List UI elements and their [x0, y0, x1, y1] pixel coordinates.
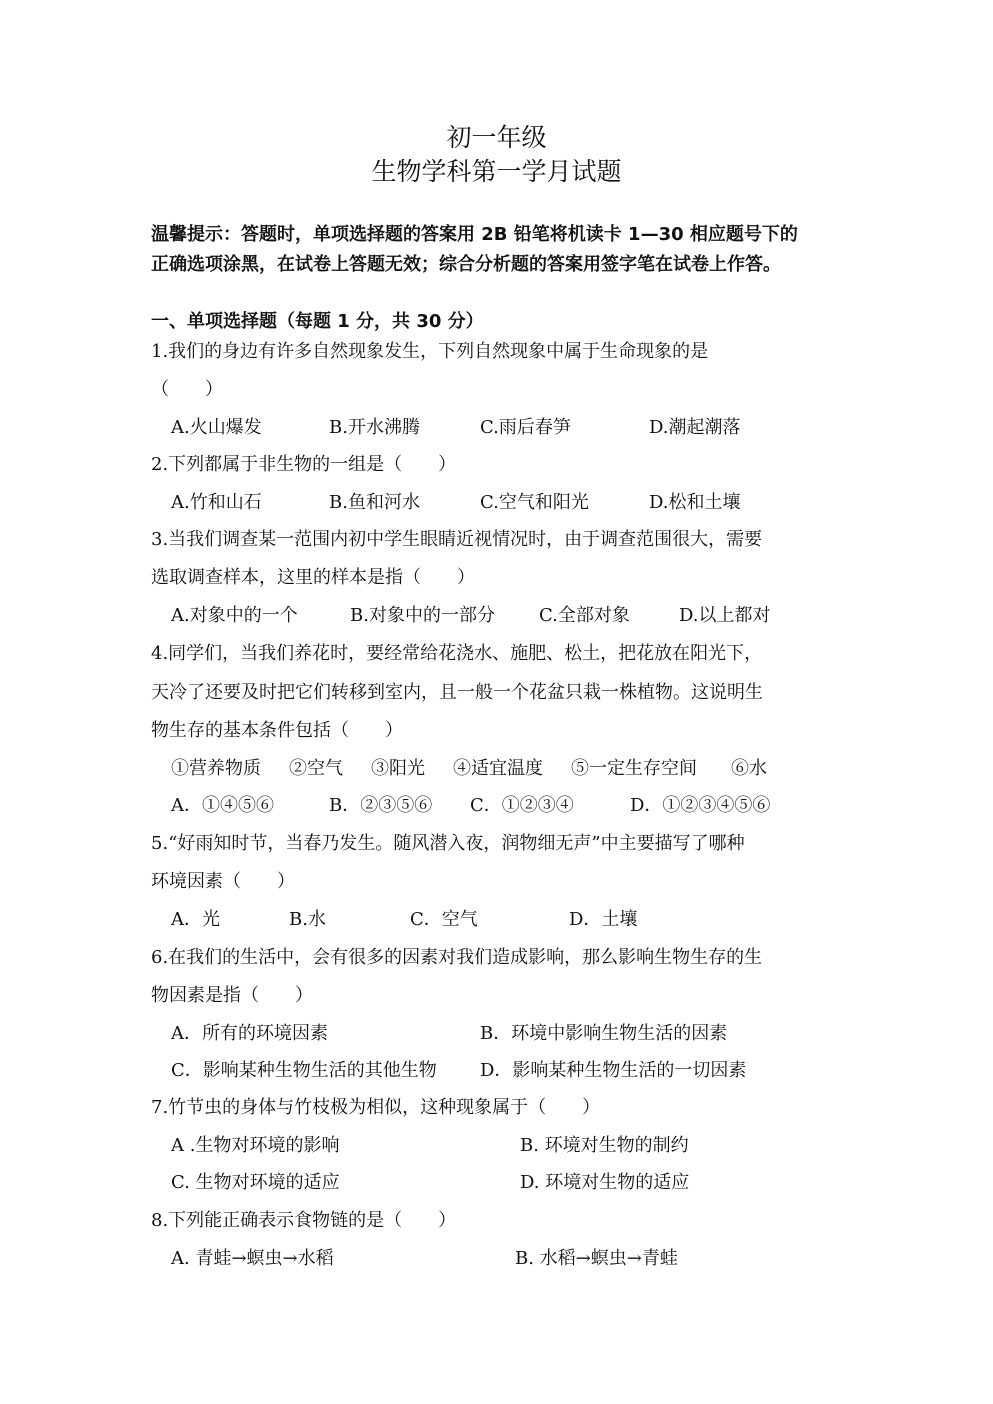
question-6-option-a: A．所有的环境因素	[171, 1023, 328, 1044]
question-6-option-d: D．影响某种生物生活的一切因素	[480, 1060, 747, 1081]
question-5-option-c: C．空气	[410, 909, 478, 930]
exam-title: 生物学科第一学月试题	[371, 157, 622, 186]
question-5-option-a: A．光	[171, 909, 220, 930]
question-4-stem-line-2: 天冷了还要及时把它们转移到室内，且一般一个花盆只栽一株植物。这说明生	[151, 682, 763, 703]
question-8-stem-line-1: 8.下列能正确表示食物链的是（ ）	[151, 1210, 457, 1231]
question-1-stem-line-1: 1.我们的身边有许多自然现象发生，下列自然现象中属于生命现象的是	[151, 341, 709, 362]
question-3-stem-line-2: 选取调查样本，这里的样本是指（ ）	[151, 567, 475, 588]
question-1-option-d: D.潮起潮落	[649, 417, 741, 438]
question-7-option-a: A .生物对环境的影响	[171, 1135, 340, 1156]
question-4-stem-line-1: 4.同学们，当我们养花时，要经常给花浇水、施肥、松土，把花放在阳光下，	[151, 643, 763, 664]
question-5-stem-line-1: 5.“好雨知时节，当春乃发生。随风潜入夜，润物细无声”中主要描写了哪种	[151, 833, 745, 854]
question-5-option-d: D．土壤	[569, 909, 638, 930]
notice-line-2: 正确选项涂黑，在试卷上答题无效；综合分析题的答案用签字笔在试卷上作答。	[151, 254, 781, 275]
condition-5: ⑤一定生存空间	[571, 758, 697, 779]
condition-6: ⑥水	[731, 758, 767, 779]
question-7-option-c: C. 生物对环境的适应	[171, 1172, 340, 1193]
condition-1: ①营养物质	[171, 758, 261, 779]
question-4-option-c: C．①②③④	[470, 795, 574, 816]
question-6-stem-line-2: 物因素是指（ ）	[151, 985, 313, 1006]
question-2-option-b: B.鱼和河水	[329, 492, 420, 513]
question-3-option-b: B.对象中的一部分	[350, 605, 495, 626]
question-5-option-b: B.水	[289, 909, 326, 930]
question-1-option-a: A.火山爆发	[171, 417, 262, 438]
question-3-stem-line-1: 3.当我们调查某一范围内初中学生眼睛近视情况时，由于调查范围很大，需要	[151, 529, 763, 550]
condition-2: ②空气	[289, 758, 343, 779]
question-3-option-d: D.以上都对	[679, 605, 771, 626]
question-8-option-b: B. 水稻→螟虫→青蛙	[515, 1248, 678, 1269]
question-4-option-b: B．②③⑤⑥	[329, 795, 433, 816]
question-2-option-c: C.空气和阳光	[480, 492, 589, 513]
section-heading: 一、单项选择题（每题 1 分，共 30 分）	[151, 311, 484, 332]
notice-line-1: 温馨提示：答题时，单项选择题的答案用 2B 铅笔将机读卡 1—30 相应题号下的	[151, 224, 798, 245]
question-3-option-c: C.全部对象	[539, 605, 630, 626]
question-7-option-b: B. 环境对生物的制约	[520, 1135, 689, 1156]
question-4-option-d: D．①②③④⑤⑥	[630, 795, 771, 816]
grade-title: 初一年级	[446, 123, 547, 152]
question-4-stem-line-3: 物生存的基本条件包括（ ）	[151, 720, 403, 741]
question-1-option-b: B.开水沸腾	[329, 417, 420, 438]
question-6-option-b: B．环境中影响生物生活的因素	[480, 1023, 728, 1044]
condition-3: ③阳光	[371, 758, 425, 779]
question-1-stem-line-2: （ ）	[151, 379, 223, 400]
question-6-stem-line-1: 6.在我们的生活中，会有很多的因素对我们造成影响，那么影响生物生存的生	[151, 947, 763, 968]
question-7-option-d: D. 环境对生物的适应	[520, 1172, 690, 1193]
question-2-stem-line-1: 2.下列都属于非生物的一组是（ ）	[151, 454, 457, 475]
question-1-option-c: C.雨后春笋	[480, 417, 571, 438]
exam-notice	[151, 220, 851, 280]
question-3-option-a: A.对象中的一个	[171, 605, 298, 626]
question-2-option-d: D.松和土壤	[649, 492, 741, 513]
question-7-stem-line-1: 7.竹节虫的身体与竹枝极为相似，这种现象属于（ ）	[151, 1097, 601, 1118]
question-4-option-a: A．①④⑤⑥	[171, 795, 274, 816]
condition-4: ④适宜温度	[453, 758, 543, 779]
question-2-option-a: A.竹和山石	[171, 492, 262, 513]
question-6-option-c: C．影响某种生物生活的其他生物	[171, 1060, 437, 1081]
question-5-stem-line-2: 环境因素（ ）	[151, 871, 295, 892]
question-8-option-a: A. 青蛙→螟虫→水稻	[171, 1248, 334, 1269]
